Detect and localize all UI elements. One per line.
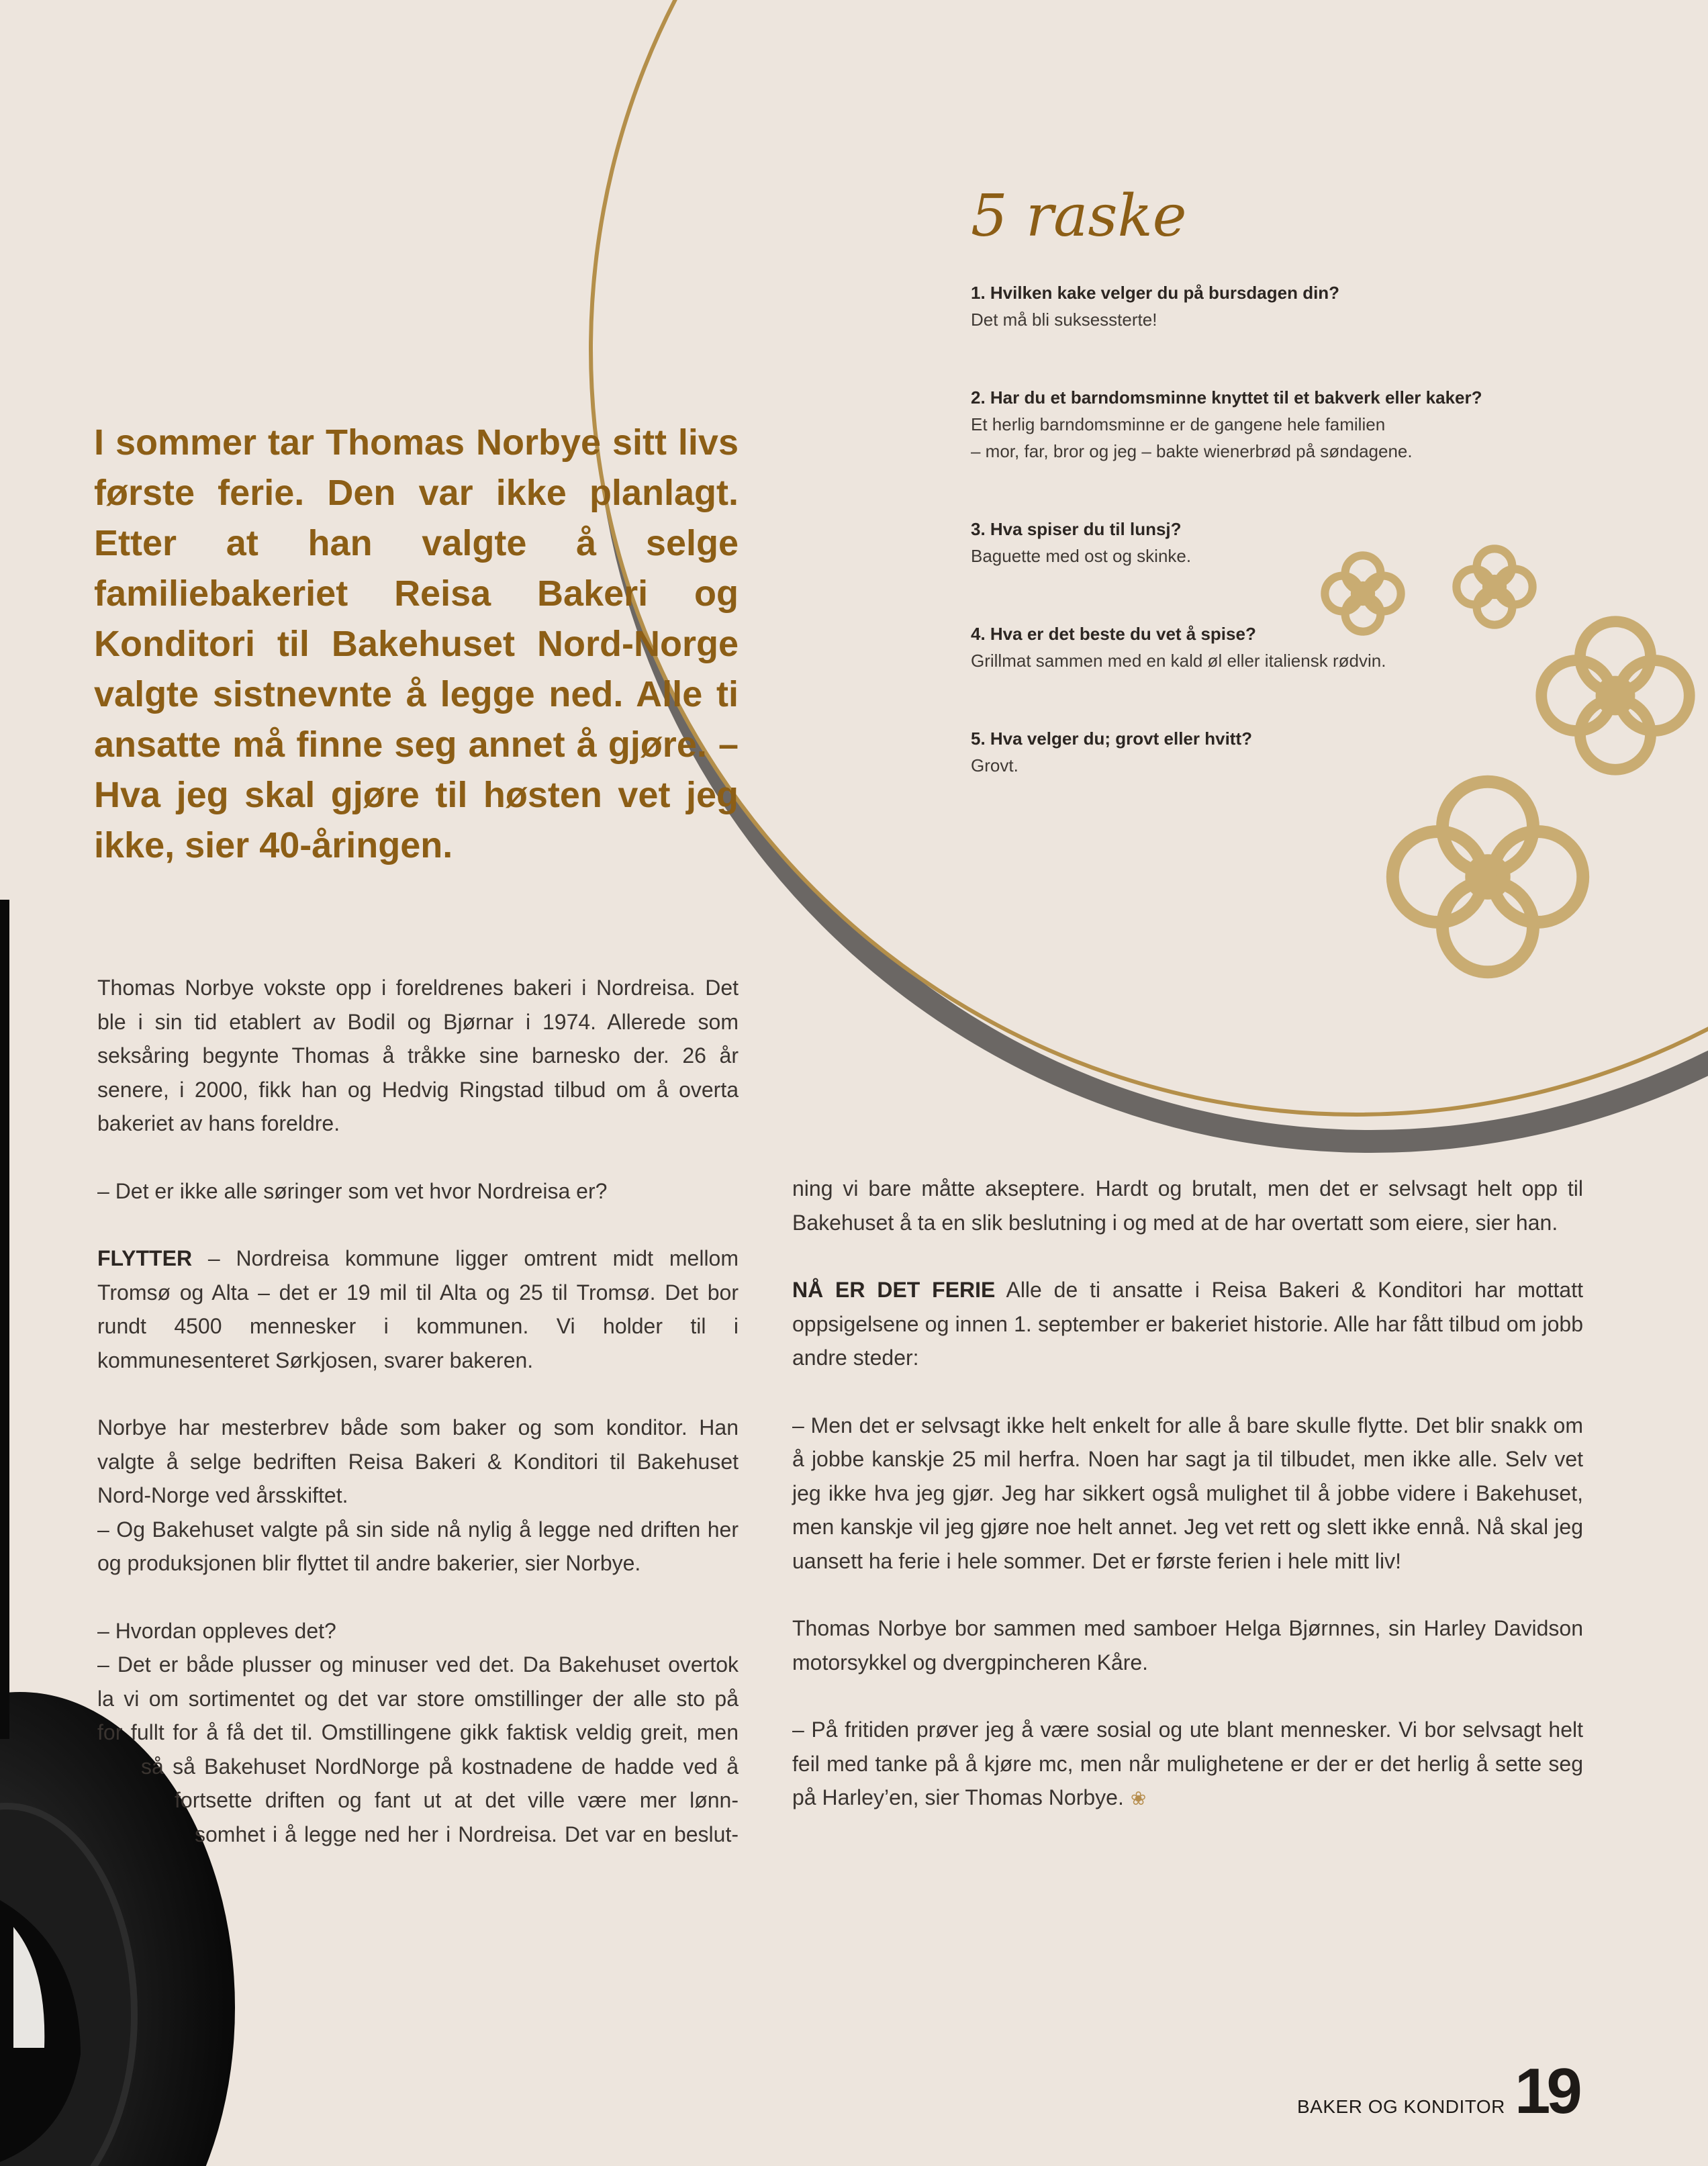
quick-question-item — [971, 516, 1588, 569]
body-paragraph — [97, 1648, 739, 1851]
body-paragraph — [792, 1713, 1583, 1816]
body-line: fortsette driften og fant ut at det ville være mer lønn- — [175, 1788, 739, 1812]
answer — [971, 647, 1588, 674]
answer-line: Et herlig barndomsminne er de gangene hele familien — [971, 414, 1386, 434]
answer — [971, 543, 1588, 569]
body-paragraph — [97, 1411, 739, 1513]
answer-line: Grillmat sammen med en kald øl eller italiensk rødvin. — [971, 651, 1386, 671]
body-paragraph: Thomas Norbye vokste opp i foreldrenes bakeri i Nordreisa. Det ble i sin tid etablert av Bodil og Bjørnar i 1974. Allerede som seksåring begynte Thomas å tråkke sine barnesko der. 26 år senere, i 2000, fikk han og Hedvig Ringstad tilbud om å overta bakeriet av hans foreldre. — [97, 976, 739, 1135]
quick-question-item — [971, 384, 1588, 465]
answer — [971, 752, 1588, 779]
body-paragraph: Thomas Norbye bor sammen med samboer Helga Bjørnnes, sin Harley Davidson motorsykkel og dvergpincheren Kåre. — [792, 1616, 1583, 1675]
article-column-left — [97, 971, 739, 1885]
body-paragraph: – Og Bakehuset valgte på sin side nå nylig å legge ned driften her og produksjonen blir flyttet til andre bakerier, sier Norbye. — [97, 1517, 739, 1575]
question: 3. Hva spiser du til lunsj? — [971, 519, 1182, 539]
answer-line: Det må bli suksessterte! — [971, 310, 1157, 330]
answer — [971, 411, 1588, 465]
body-paragraph — [792, 1273, 1583, 1375]
body-paragraph — [97, 1241, 739, 1377]
magazine-name: BAKER OG KONDITOR — [1297, 2096, 1505, 2117]
answer-line: Grovt. — [971, 755, 1018, 775]
body-line: for fullt for å få det til. Omstillingene gikk faktisk veldig greit, men — [97, 1720, 739, 1744]
question: 2. Har du et barndomsminne knyttet til et bakverk eller kaker? — [971, 387, 1482, 408]
body-text: – På fritiden prøver jeg å være sosial og ute blant mennesker. Vi bor selvsagt helt feil med tanke på å kjøre mc, men når mulighetene er der er det herlig å sette seg på Harley’en, sier Thomas Norbye. — [792, 1717, 1583, 1809]
quick-question-item — [971, 725, 1588, 779]
page-footer — [1289, 2055, 1591, 2128]
quick-question-item — [971, 279, 1588, 333]
body-paragraph: – Det er ikke alle søringer som vet hvor Nordreisa er? — [97, 1178, 608, 1203]
quick-question-item — [971, 620, 1588, 674]
subheading: NÅ ER DET FERIE — [792, 1278, 996, 1302]
quick-questions-title: 5 raske — [971, 183, 1187, 250]
body-text: Alle de ti ansatte i Reisa Bakeri & Konditori har mottatt oppsigelsene og innen 1. september er bakeriet historie. Alle har fått tilbud om jobb andre steder: — [792, 1278, 1584, 1370]
page-number: 19 — [1515, 2055, 1578, 2127]
body-paragraph: – Men det er selvsagt ikke helt enkelt for alle å bare skulle flytte. Det blir snakk om å jobbe kanskje 25 mil herfra. Noen har sagt ja til tilbudet, men ikke alle. Selv vet jeg ikke hva jeg gjør. Jeg har sikkert også mulighet til å jobbe videre i Bakehuset, men kanskje vil jeg gjøre noe helt annet. Jeg vet rett og slett ikke ennå. Nå skal jeg uansett ha ferie i hele sommer. Det er første ferien i hele mitt liv! — [792, 1413, 1583, 1573]
body-line: så så Bakehuset NordNorge på kostnadene de hadde ved å — [141, 1754, 739, 1779]
article-column-right — [792, 1172, 1583, 1850]
question: 1. Hvilken kake velger du på bursdagen din? — [971, 283, 1340, 303]
answer-line: – mor, far, bror og jeg – bakte wienerbrød på søndagene. — [971, 441, 1413, 461]
body-paragraph: ning vi bare måtte akseptere. Hardt og brutalt, men det er selvsagt helt opp til Bakehuset å ta en slik beslutning i og med at de har overtatt som eiere, sier han. — [792, 1176, 1583, 1235]
subheading: FLYTTER — [97, 1246, 193, 1270]
end-mark-icon: ❀ — [1130, 1788, 1147, 1809]
body-line: somhet i å legge ned her i Nordreisa. Det var en beslut- — [195, 1822, 739, 1846]
quick-questions-box — [971, 183, 1588, 830]
body-text: Norbye har mesterbrev både som baker og som konditor. Han valgte å selge bedriften Reisa Bakeri & Konditori til Bakehuset Nord-Norge ved årsskiftet. — [97, 1415, 739, 1507]
answer-line: Baguette med ost og skinke. — [971, 546, 1192, 566]
question: 5. Hva velger du; grovt eller hvitt? — [971, 728, 1252, 749]
body-line: – Det er både plusser og minuser ved det. Da Bakehuset overtok — [97, 1652, 739, 1677]
question: 4. Hva er det beste du vet å spise? — [971, 624, 1256, 644]
intro-lead: I sommer tar Thomas Norbye sitt livs første ferie. Den var ikke planlagt. Etter at han valgte å selge familiebakeriet Reisa Bakeri og Konditori til Bakehuset Nord-Norge valgte sistnevnte å legge ned. Alle ti ansatte må finne seg annet å gjøre. – Hva jeg skal gjøre til høsten vet jeg ikke, sier 40-åringen. — [94, 422, 739, 865]
body-line: la vi om sortimentet og det var store omstillinger der alle sto på — [97, 1686, 739, 1711]
answer — [971, 306, 1588, 333]
body-paragraph: – Hvordan oppleves det? — [97, 1618, 336, 1643]
body-text: – Nordreisa kommune ligger omtrent midt mellom Tromsø og Alta – det er 19 mil til Alta og 25 til Tromsø. Det bor rundt 4500 mennesker i kommunen. Vi holder til i kommunesenteret Sørkjosen, svarer bakeren. — [97, 1246, 739, 1372]
